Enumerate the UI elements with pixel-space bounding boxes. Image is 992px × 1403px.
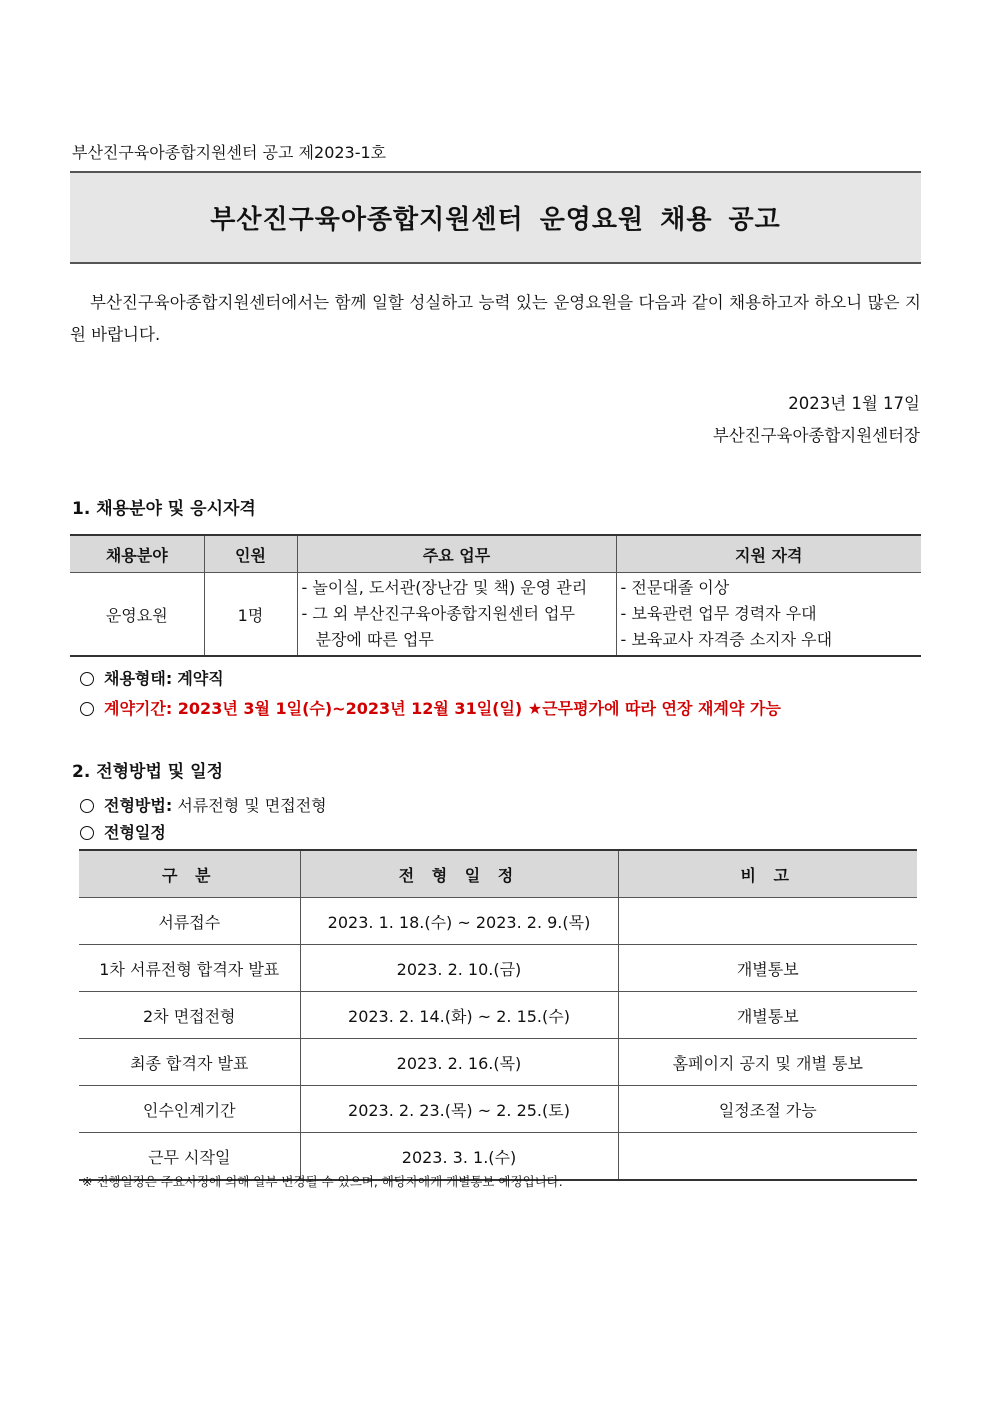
header-category: 구 분 bbox=[79, 850, 300, 898]
contract-period-text: 계약기간: 2023년 3월 1일(수)~2023년 12월 31일(일) ★근무평가에 따라 연장 재계약 가능 bbox=[104, 699, 781, 718]
contract-period bbox=[80, 696, 781, 719]
remarks-cell: 개별통보 bbox=[618, 992, 917, 1039]
schedule-cell: 2023. 2. 14.(화) ~ 2. 15.(수) bbox=[300, 992, 618, 1039]
schedule-cell: 2023. 3. 1.(수) bbox=[300, 1133, 618, 1181]
table-row bbox=[79, 992, 917, 1039]
title-banner bbox=[70, 171, 921, 264]
duty-item: - 그 외 부산진구육아종합지원센터 업무 bbox=[301, 604, 575, 623]
table-row bbox=[79, 1039, 917, 1086]
employment-type-value: 계약직 bbox=[177, 669, 224, 688]
method-value: 서류전형 및 면접전형 bbox=[177, 796, 327, 815]
remarks-cell bbox=[618, 898, 917, 945]
announcement-date: 2023년 1월 17일 bbox=[788, 394, 920, 413]
remarks-cell bbox=[618, 1133, 917, 1181]
header-field: 채용분야 bbox=[70, 535, 204, 573]
notice-number: 부산진구육아종합지원센터 공고 제2023-1호 bbox=[72, 143, 387, 162]
schedule-cell: 2023. 2. 16.(목) bbox=[300, 1039, 618, 1086]
intro-paragraph bbox=[70, 287, 921, 351]
employment-type bbox=[80, 666, 224, 689]
table-header-row bbox=[79, 850, 917, 898]
section1-heading: 1. 채용분야 및 응시자격 bbox=[72, 499, 256, 519]
schedule-cell: 2023. 2. 10.(금) bbox=[300, 945, 618, 992]
intro-text: 부산진구육아종합지원센터에서는 함께 일할 성실하고 능력 있는 운영요원을 다음과 같이 채용하고자 하오니 많은 지원 바랍니다. bbox=[70, 293, 921, 344]
table-header-row bbox=[70, 535, 921, 573]
category-cell: 인수인계기간 bbox=[79, 1086, 300, 1133]
count-cell: 1명 bbox=[204, 573, 297, 657]
table-row bbox=[79, 1086, 917, 1133]
duties-cell bbox=[297, 573, 616, 657]
signer: 부산진구육아종합지원센터장 bbox=[712, 426, 920, 445]
circle-bullet-icon bbox=[80, 672, 94, 686]
qualification-item: - 전문대졸 이상 bbox=[620, 578, 730, 597]
category-cell: 최종 합격자 발표 bbox=[79, 1039, 300, 1086]
header-qualifications: 지원 자격 bbox=[616, 535, 921, 573]
schedule-label: 전형일정 bbox=[104, 823, 166, 842]
table-row bbox=[79, 945, 917, 992]
field-cell: 운영요원 bbox=[70, 573, 204, 657]
employment-type-label: 채용형태: bbox=[104, 669, 173, 688]
selection-method bbox=[80, 793, 327, 816]
schedule-cell: 2023. 2. 23.(목) ~ 2. 25.(토) bbox=[300, 1086, 618, 1133]
section2-heading: 2. 전형방법 및 일정 bbox=[72, 762, 223, 782]
remarks-cell: 홈페이지 공지 및 개별 통보 bbox=[618, 1039, 917, 1086]
duty-item: - 놀이실, 도서관(장난감 및 책) 운영 관리 bbox=[301, 578, 588, 597]
footnote: ※ 진행일정은 주요사정에 의해 일부 변경될 수 있으며, 해당자에게 개별통보 예정입니다. bbox=[82, 1174, 563, 1189]
qualification-item: - 보육교사 자격증 소지자 우대 bbox=[620, 630, 833, 649]
page-title: 부산진구육아종합지원센터 운영요원 채용 공고 bbox=[210, 205, 781, 235]
header-schedule: 전 형 일 정 bbox=[300, 850, 618, 898]
circle-bullet-icon bbox=[80, 702, 94, 716]
qualifications-cell bbox=[616, 573, 921, 657]
circle-bullet-icon bbox=[80, 799, 94, 813]
table-row bbox=[70, 573, 921, 657]
header-duties: 주요 업무 bbox=[297, 535, 616, 573]
header-count: 인원 bbox=[204, 535, 297, 573]
recruitment-table bbox=[70, 534, 921, 657]
duty-item: 분장에 따른 업무 bbox=[315, 630, 434, 649]
table-row bbox=[79, 898, 917, 945]
category-cell: 2차 면접전형 bbox=[79, 992, 300, 1039]
selection-schedule bbox=[80, 820, 166, 843]
remarks-cell: 개별통보 bbox=[618, 945, 917, 992]
category-cell: 1차 서류전형 합격자 발표 bbox=[79, 945, 300, 992]
qualification-item: - 보육관련 업무 경력자 우대 bbox=[620, 604, 817, 623]
circle-bullet-icon bbox=[80, 826, 94, 840]
method-label: 전형방법: bbox=[104, 796, 173, 815]
category-cell: 근무 시작일 bbox=[79, 1133, 300, 1181]
schedule-table bbox=[79, 849, 917, 1181]
header-remarks: 비 고 bbox=[618, 850, 917, 898]
category-cell: 서류접수 bbox=[79, 898, 300, 945]
remarks-cell: 일정조절 가능 bbox=[618, 1086, 917, 1133]
schedule-cell: 2023. 1. 18.(수) ~ 2023. 2. 9.(목) bbox=[300, 898, 618, 945]
